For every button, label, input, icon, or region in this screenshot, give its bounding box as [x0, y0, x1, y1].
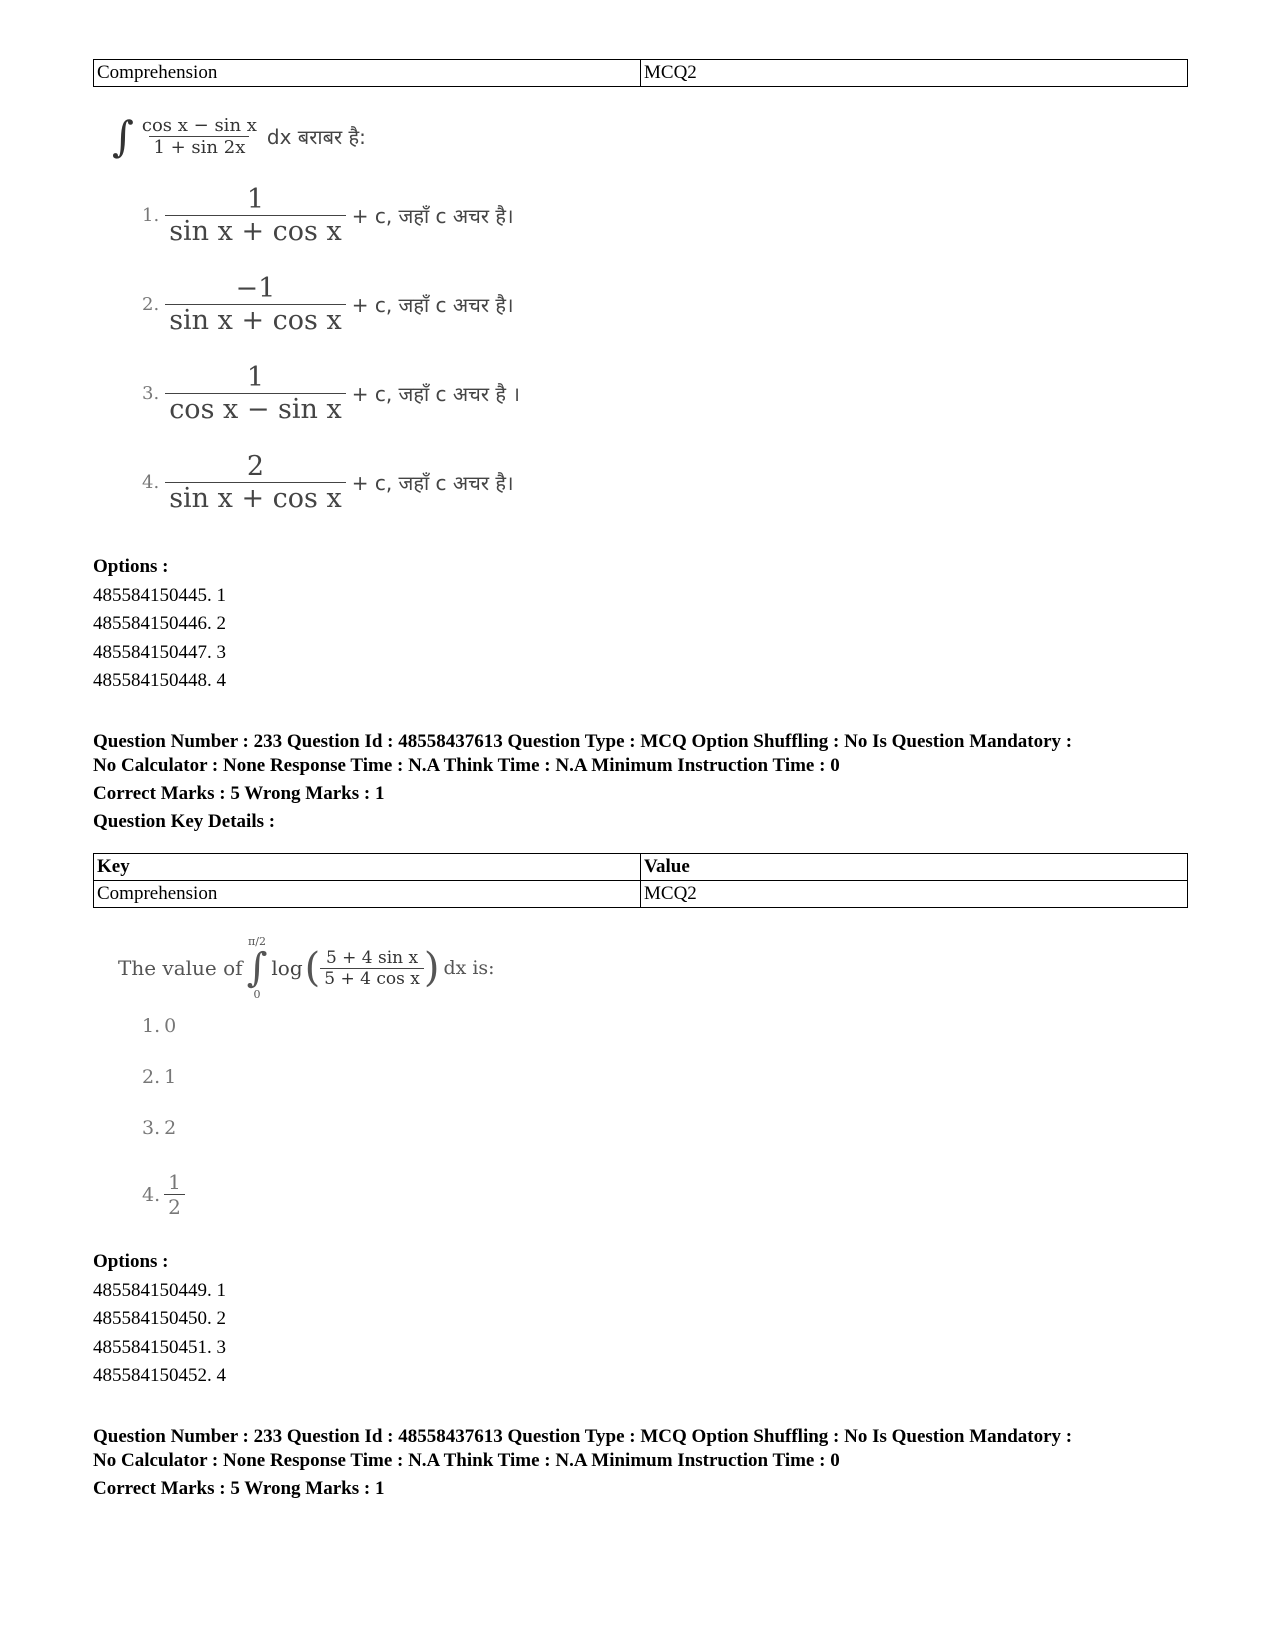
table-row — [94, 60, 1188, 87]
options-title: Options : — [93, 1251, 169, 1272]
option-denominator: sin x + cos x — [165, 215, 346, 247]
integral-sign: ∫ — [246, 945, 268, 991]
top-key-table — [93, 59, 1188, 87]
option-denominator: cos x − sin x — [165, 393, 346, 425]
integral-lower-limit: 0 — [253, 988, 261, 1001]
option-id: 485584150448. 4 — [93, 670, 226, 691]
q2-option-2 — [142, 1066, 176, 1088]
table-cell-key: Comprehension — [94, 60, 641, 87]
option-fraction — [164, 1170, 185, 1219]
table-header-value: Value — [641, 854, 1188, 881]
option-id: 485584150445. 1 — [93, 584, 226, 606]
right-paren: ) — [423, 945, 440, 991]
option-number: 1. — [142, 205, 160, 226]
option-fraction — [165, 273, 346, 336]
option-denominator: sin x + cos x — [165, 482, 346, 514]
question-meta-line: No Calculator : None Response Time : N.A Think Time : N.A Minimum Instruction Time : 0 — [93, 1450, 840, 1471]
q2-stem-prefix: The value of — [118, 956, 243, 980]
q1-options-list — [93, 553, 226, 696]
option-number: 1. — [142, 1015, 161, 1037]
question-meta-line: Question Number : 233 Question Id : 48558437613 Question Type : MCQ Option Shuffling : No Is Question Mandatory : — [93, 731, 1073, 752]
q2-option-4 — [142, 1170, 185, 1219]
q2-integral — [247, 935, 268, 1001]
options-title: Options : — [93, 556, 169, 577]
option-id: 485584150449. 1 — [93, 1279, 226, 1301]
option-fraction — [165, 451, 346, 514]
option-numerator: 1 — [246, 362, 265, 393]
question-meta-line: Question Number : 233 Question Id : 48558437613 Question Type : MCQ Option Shuffling : No Is Question Mandatory : — [93, 1426, 1073, 1447]
option-value: 2 — [164, 1117, 177, 1139]
question-key-details: Question Key Details : — [93, 811, 276, 832]
q2-stem-numerator: 5 + 4 sin x — [325, 947, 419, 968]
q1-stem — [112, 112, 366, 161]
log-label: log — [271, 956, 303, 980]
option-tail: + c, जहाँ c अचर है । — [351, 382, 520, 406]
q2-stem-denominator: 5 + 4 cos x — [320, 968, 424, 989]
table-row — [94, 881, 1188, 908]
q1-option-4 — [142, 451, 514, 514]
option-fraction — [165, 362, 346, 425]
question-marks: Correct Marks : 5 Wrong Marks : 1 — [93, 1478, 385, 1499]
q2-option-3 — [142, 1117, 176, 1139]
q1-stem-numerator: cos x − sin x — [141, 115, 257, 136]
option-number: 3. — [142, 1117, 161, 1139]
q1-option-3 — [142, 362, 520, 425]
option-numerator: −1 — [235, 273, 276, 304]
q1-option-1 — [142, 184, 514, 247]
question-meta-line: No Calculator : None Response Time : N.A Think Time : N.A Minimum Instruction Time : 0 — [93, 755, 840, 776]
table-header-key: Key — [94, 854, 641, 881]
table-cell-key: Comprehension — [94, 881, 641, 908]
option-tail: + c, जहाँ c अचर है। — [351, 204, 514, 228]
q1-stem-fraction — [138, 115, 261, 158]
option-id: 485584150452. 4 — [93, 1365, 226, 1386]
option-numerator: 1 — [246, 184, 265, 215]
option-tail: + c, जहाँ c अचर है। — [351, 293, 514, 317]
integral-sign: ∫ — [112, 112, 134, 161]
q2-option-1 — [142, 1015, 176, 1037]
left-paren: ( — [304, 945, 321, 991]
option-number: 3. — [142, 383, 160, 404]
option-number: 4. — [142, 472, 160, 493]
option-value: 1 — [164, 1066, 177, 1088]
table-cell-value: MCQ2 — [641, 881, 1188, 908]
question-marks: Correct Marks : 5 Wrong Marks : 1 — [93, 783, 385, 804]
option-id: 485584150450. 2 — [93, 1308, 226, 1329]
q1-option-2 — [142, 273, 514, 336]
option-number: 4. — [142, 1183, 161, 1206]
q2-options-list — [93, 1248, 226, 1391]
option-value: 0 — [164, 1015, 177, 1037]
integral-upper-limit: π/2 — [248, 935, 266, 948]
option-numerator: 1 — [168, 1170, 181, 1194]
option-numerator: 2 — [246, 451, 265, 482]
option-id: 485584150446. 2 — [93, 613, 226, 634]
q2-key-table — [93, 853, 1188, 908]
q3-meta — [93, 1425, 1203, 1501]
option-tail: + c, जहाँ c अचर है। — [351, 471, 514, 495]
table-header-row — [94, 854, 1188, 881]
option-number: 2. — [142, 1066, 161, 1088]
table-cell-value: MCQ2 — [641, 60, 1188, 87]
option-number: 2. — [142, 294, 160, 315]
q2-stem — [118, 935, 495, 1001]
q1-stem-tail: dx बराबर है: — [266, 125, 366, 149]
q1-stem-denominator: 1 + sin 2x — [149, 136, 249, 158]
option-id: 485584150447. 3 — [93, 641, 226, 663]
option-denominator: sin x + cos x — [165, 304, 346, 336]
option-denominator: 2 — [164, 1194, 185, 1219]
q2-meta — [93, 730, 1203, 834]
q2-stem-fraction — [320, 948, 424, 989]
q2-stem-tail: dx is: — [443, 957, 495, 979]
option-fraction — [165, 184, 346, 247]
option-id: 485584150451. 3 — [93, 1336, 226, 1358]
